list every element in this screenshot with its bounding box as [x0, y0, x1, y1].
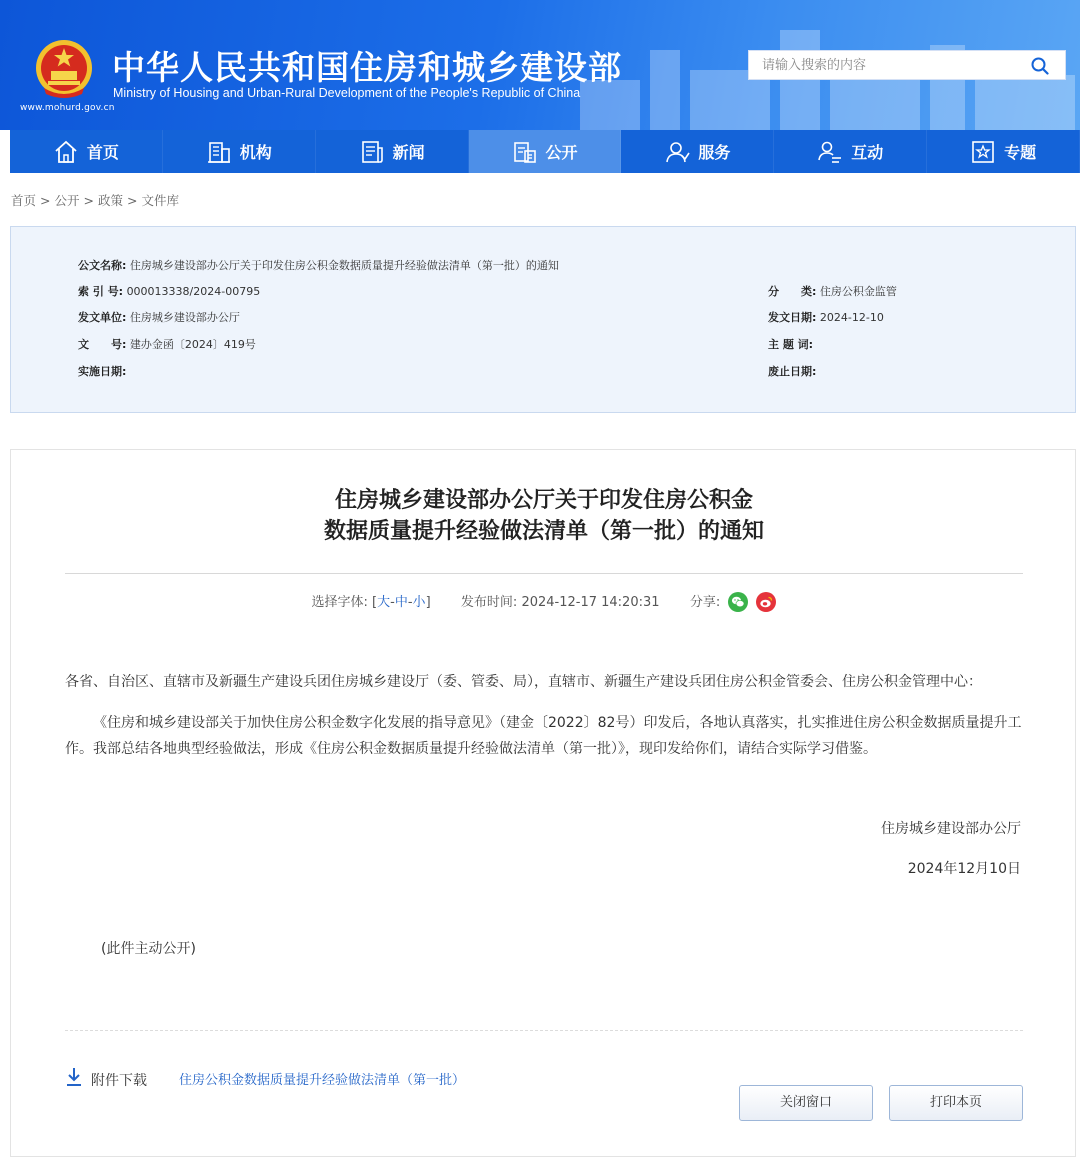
meta-expiry-date: 废止日期:	[768, 365, 817, 378]
close-window-button[interactable]: 关闭窗口	[739, 1085, 873, 1121]
breadcrumb-home[interactable]: 首页	[11, 193, 37, 208]
meta-issue-date: 发文日期: 2024-12-10	[768, 311, 884, 324]
breadcrumb-separator: >	[83, 193, 94, 208]
attachment-label: 附件下载	[91, 1073, 147, 1089]
meta-index-number: 索 引 号: 000013338/2024-00795	[78, 285, 261, 298]
nav-item-label: 首页	[86, 143, 119, 162]
font-small-link[interactable]: 小	[412, 595, 426, 610]
meta-document-name: 公文名称: 住房城乡建设部办公厅关于印发住房公积金数据质量提升经验做法清单（第一批）的通知	[78, 259, 559, 272]
breadcrumb-separator: >	[127, 193, 138, 208]
nav-item-label: 服务	[698, 143, 731, 162]
article-panel	[10, 449, 1076, 1157]
meta-effective-date: 实施日期:	[78, 365, 127, 378]
nav-item-label: 专题	[1004, 143, 1037, 162]
share-label: 分享:	[689, 595, 721, 610]
meta-subject: 主 题 词:	[768, 338, 814, 351]
nav-item-label: 新闻	[392, 143, 425, 162]
main-nav	[10, 130, 1080, 173]
breadcrumb-public[interactable]: 公开	[54, 193, 80, 208]
article-title-line-2: 数据质量提升经验做法清单（第一批）的通知	[323, 519, 764, 544]
article-info-bar	[11, 591, 1077, 613]
nav-item-organization[interactable]	[163, 130, 316, 173]
meta-category: 分 类: 住房公积金监管	[768, 285, 897, 298]
nav-item-topic[interactable]	[927, 130, 1080, 173]
nav-item-label: 互动	[851, 143, 884, 162]
site-url: www.mohurd.gov.cn	[20, 103, 115, 113]
nav-item-home[interactable]	[10, 130, 163, 173]
print-page-button[interactable]: 打印本页	[889, 1085, 1023, 1121]
breadcrumb-policy[interactable]: 政策	[98, 193, 124, 208]
breadcrumb-file-library[interactable]: 文件库	[141, 193, 180, 208]
attachment-divider	[65, 1030, 1023, 1031]
nav-item-service[interactable]	[621, 130, 774, 173]
font-large-link[interactable]: 大	[377, 595, 391, 610]
home-icon	[53, 139, 79, 165]
nav-item-interaction[interactable]	[774, 130, 927, 173]
meta-document-number: 文 号: 建办金函〔2024〕419号	[78, 338, 256, 351]
star-topic-icon	[970, 139, 996, 165]
publish-time: 发布时间: 2024-12-17 14:20:31	[460, 595, 660, 610]
site-header	[0, 0, 1080, 130]
body-paragraph: 《住房和城乡建设部关于加快住房公积金数字化发展的指导意见》（建金〔2022〕82号）印发后，各地认真落实，扎实推进住房公积金数据质量提升工作。我部总结各地典型经验做法，形成《住房公积金数据质量提升经验做法清单（第一批）》，现印发给你们，请结合实际学习借鉴。	[65, 715, 1022, 757]
nav-item-public[interactable]	[469, 130, 622, 173]
font-medium-link[interactable]: 中	[394, 595, 408, 610]
document-metadata-panel	[10, 226, 1076, 413]
title-divider	[65, 573, 1023, 574]
download-icon	[65, 1067, 83, 1087]
attachment-link[interactable]: 住房公积金数据质量提升经验做法清单（第一批）	[179, 1073, 466, 1088]
nav-item-label: 机构	[239, 143, 272, 162]
breadcrumb	[11, 191, 179, 209]
disclosure-note: (此件主动公开)	[101, 941, 196, 957]
search-box	[748, 50, 1066, 80]
signature-date: 2024年12月10日	[907, 861, 1021, 877]
news-icon	[359, 139, 385, 165]
font-size-selector: 选择字体: [大-中-小]	[311, 595, 431, 610]
search-input[interactable]	[749, 51, 1032, 79]
signature-organization: 住房城乡建设部办公厅	[881, 821, 1021, 837]
building-icon	[206, 139, 232, 165]
site-title-cn: 中华人民共和国住房和城乡建设部	[112, 48, 622, 87]
meta-issuer: 发文单位: 住房城乡建设部办公厅	[78, 311, 240, 324]
person-service-icon	[664, 139, 690, 165]
interaction-icon	[817, 139, 843, 165]
article-title-line-1: 住房城乡建设部办公厅关于印发住房公积金	[334, 488, 753, 513]
national-emblem-icon	[34, 38, 94, 100]
search-icon[interactable]	[1031, 57, 1049, 75]
weibo-share-icon[interactable]	[756, 592, 776, 612]
site-title-en: Ministry of Housing and Urban-Rural Development of the People's Republic of China	[113, 86, 581, 100]
salutation: 各省、自治区、直辖市及新疆生产建设兵团住房城乡建设厅（委、管委、局），直辖市、新疆生产建设兵团住房公积金管委会、住房公积金管理中心：	[65, 674, 982, 690]
nav-item-news[interactable]	[316, 130, 469, 173]
wechat-share-icon[interactable]	[728, 592, 748, 612]
breadcrumb-separator: >	[40, 193, 51, 208]
document-icon	[512, 139, 538, 165]
nav-item-label: 公开	[545, 143, 578, 162]
